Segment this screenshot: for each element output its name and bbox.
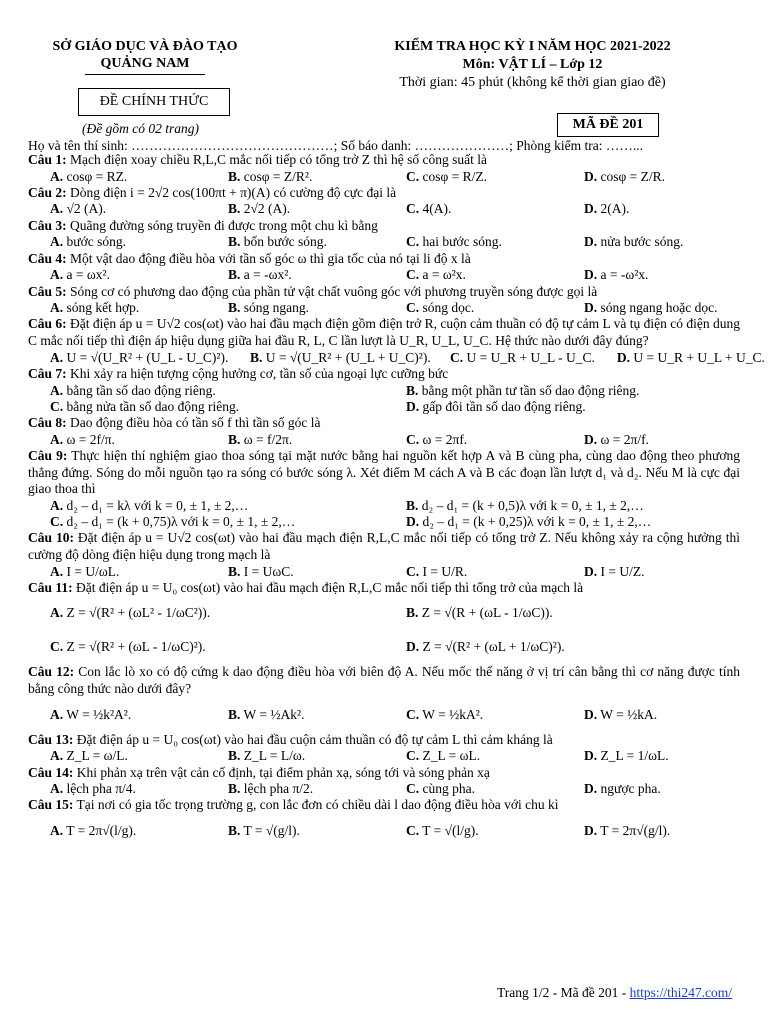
option-d — [384, 630, 740, 664]
options-row — [28, 169, 740, 185]
option-value: d₂ – d₁ = (k + 0,5)λ với k = 0, ± 1, ± 2,… — [421, 497, 644, 513]
option-value: U = √(U_R² + (U_L + U_C)²). — [265, 349, 431, 365]
options-row — [28, 300, 740, 316]
option-d — [595, 350, 765, 366]
option-letter: A. — [50, 267, 64, 283]
option-value: cosφ = Z/R². — [243, 168, 313, 184]
option-letter: D. — [584, 168, 598, 184]
option-value: d₂ – d₁ = (k + 0,75)λ với k = 0, ± 1, ± 2,… — [66, 514, 296, 530]
dept-line-1: SỞ GIÁO DỤC VÀ ĐÀO TẠO — [52, 39, 238, 54]
option-letter: B. — [228, 748, 241, 764]
option-d — [562, 781, 740, 797]
option-c — [384, 234, 562, 250]
footer-link[interactable]: https://thi247.com/ — [629, 985, 732, 1000]
question-number: Câu 15: — [28, 797, 74, 813]
option-letter: D. — [616, 349, 630, 365]
question-number: Câu 12: — [28, 664, 75, 680]
option-letter: D. — [584, 267, 598, 283]
option-letter: D. — [584, 706, 598, 722]
option-letter: D. — [584, 748, 598, 764]
exam-header — [330, 38, 735, 92]
option-b — [384, 596, 740, 630]
option-c — [384, 748, 562, 764]
options-row — [28, 630, 740, 664]
option-value: U = U_R + U_L - U_C. — [466, 349, 595, 365]
option-a — [28, 748, 206, 764]
option-d — [562, 234, 740, 250]
option-letter: B. — [228, 706, 241, 722]
option-value: a = ωx². — [66, 267, 110, 283]
option-a — [28, 498, 384, 514]
question-text: Tại nơi có gia tốc trọng trường g, con lắc đơn có chiều dài l dao động điều hòa với chu kì — [76, 797, 559, 813]
option-value: 4(A). — [422, 201, 452, 217]
option-letter: D. — [584, 563, 598, 579]
exam-subject: Môn: VẬT LÍ – Lớp 12 — [462, 57, 603, 72]
option-value: I = U/R. — [422, 563, 468, 579]
option-c — [384, 201, 562, 217]
option-letter: A. — [50, 605, 64, 621]
option-value: cosφ = Z/R. — [600, 168, 666, 184]
option-c — [28, 630, 384, 664]
option-d — [562, 300, 740, 316]
option-a — [28, 201, 206, 217]
option-letter: B. — [228, 431, 241, 447]
option-value: bằng tần số dao động riêng. — [66, 382, 216, 398]
option-letter: D. — [584, 431, 598, 447]
question-4 — [28, 251, 740, 268]
question-number: Câu 2: — [28, 184, 67, 200]
question-number: Câu 4: — [28, 250, 67, 266]
option-letter: B. — [406, 497, 419, 513]
option-value: sóng kết hợp. — [66, 300, 140, 316]
student-info-line: Họ và tên thí sinh: ………………………………………; Số báo danh: …………………; Phòng kiểm tra: ……... — [28, 138, 643, 153]
question-number: Câu 8: — [28, 415, 67, 431]
question-text: Đặt điện áp u = U₀ cos(ωt) vào hai đầu cuộn cảm thuần có độ tự cảm L thì cảm kháng là — [76, 731, 553, 747]
option-value: d₂ – d₁ = (k + 0,25)λ với k = 0, ± 1, ± 2,… — [422, 514, 652, 530]
option-a — [28, 300, 206, 316]
option-letter: D. — [406, 639, 420, 655]
option-value: lệch pha π/4. — [66, 781, 136, 797]
question-text: Khi phản xạ trên vật cản cố định, tại điểm phản xạ, sóng tới và sóng phản xạ — [76, 764, 490, 780]
question-10 — [28, 530, 740, 563]
option-letter: B. — [228, 563, 241, 579]
option-b — [206, 234, 384, 250]
option-c — [384, 300, 562, 316]
option-letter: A. — [50, 563, 64, 579]
option-a — [28, 267, 206, 283]
option-letter: D. — [584, 781, 598, 797]
question-15 — [28, 797, 740, 814]
option-a — [28, 432, 206, 448]
option-a — [28, 814, 206, 848]
option-a — [28, 698, 206, 732]
question-1 — [28, 152, 740, 169]
option-value: ω = 2f/π. — [66, 431, 115, 447]
question-8 — [28, 415, 740, 432]
option-value: a = -ω²x. — [600, 267, 649, 283]
option-letter: D. — [584, 201, 598, 217]
option-d — [384, 514, 740, 530]
option-b — [206, 432, 384, 448]
options-row — [28, 781, 740, 797]
option-value: Z = √(R² + (ωL - 1/ωC)²). — [66, 639, 206, 655]
option-value: a = ω²x. — [422, 267, 466, 283]
option-value: U = √(U_R² + (U_L - U_C)²). — [66, 349, 229, 365]
option-letter: B. — [228, 300, 241, 316]
option-value: bằng nửa tần số dao động riêng. — [66, 398, 240, 414]
options-row — [28, 432, 740, 448]
option-value: √2 (A). — [66, 201, 107, 217]
option-value: ngược pha. — [600, 781, 661, 797]
option-letter: D. — [584, 234, 598, 250]
option-letter: A. — [50, 431, 64, 447]
options-row — [28, 514, 740, 530]
option-value: Z_L = ωL. — [422, 748, 481, 764]
option-value: cosφ = RZ. — [66, 168, 128, 184]
option-value: d₂ – d₁ = kλ với k = 0, ± 1, ± 2,… — [66, 497, 249, 513]
option-b — [384, 498, 740, 514]
pages-note: (Đề gồm có 02 trang) — [82, 121, 199, 136]
option-b — [206, 814, 384, 848]
options-row — [28, 498, 740, 514]
option-value: Z = √(R² + (ωL + 1/ωC)²). — [422, 639, 565, 655]
option-value: sóng ngang hoặc dọc. — [600, 300, 718, 316]
option-value: I = U/ωL. — [66, 563, 120, 579]
question-13 — [28, 732, 740, 749]
option-letter: A. — [50, 748, 64, 764]
option-c — [384, 698, 562, 732]
option-value: ω = f/2π. — [243, 431, 293, 447]
option-letter: C. — [406, 781, 420, 797]
question-number: Câu 9: — [28, 448, 68, 464]
question-number: Câu 11: — [28, 579, 73, 595]
option-value: T = √(g/l). — [243, 823, 300, 839]
option-value: gấp đôi tần số dao động riêng. — [422, 398, 586, 414]
option-c — [28, 399, 384, 415]
exam-title: KIỂM TRA HỌC KỲ I NĂM HỌC 2021-2022 — [394, 39, 671, 54]
option-letter: C. — [406, 300, 420, 316]
option-letter: D. — [406, 514, 420, 530]
question-number: Câu 6: — [28, 316, 67, 332]
option-value: W = ½Ak². — [243, 706, 305, 722]
question-6 — [28, 316, 740, 349]
option-value: U = U_R + U_L + U_C. — [633, 349, 765, 365]
question-text: Đặt điện áp u = U√2 cos(ωt) vào hai đầu mạch điện R,L,C mắc nối tiếp có tổng trở Z. Nếu không xảy ra cộng hưởng thì cường độ dòng điện hiệu dụng trong mạch là — [28, 530, 740, 562]
option-value: sóng ngang. — [243, 300, 310, 316]
option-c — [28, 514, 384, 530]
exam-code-box: MÃ ĐỀ 201 — [557, 113, 659, 137]
option-value: 2√2 (A). — [243, 201, 291, 217]
option-letter: A. — [50, 201, 64, 217]
options-row — [28, 201, 740, 217]
options-row — [28, 267, 740, 283]
option-letter: C. — [406, 823, 420, 839]
option-letter: B. — [228, 781, 241, 797]
option-c — [384, 781, 562, 797]
question-list — [28, 152, 765, 848]
option-letter: B. — [228, 201, 241, 217]
option-letter: D. — [406, 398, 420, 414]
option-c — [384, 564, 562, 580]
option-value: a = -ωx². — [243, 267, 292, 283]
option-d — [562, 201, 740, 217]
option-value: bước sóng. — [66, 234, 126, 250]
option-a — [28, 596, 384, 630]
option-letter: A. — [50, 823, 64, 839]
option-value: I = U/Z. — [600, 563, 645, 579]
question-2 — [28, 185, 740, 202]
option-b — [206, 781, 384, 797]
question-12 — [28, 664, 740, 697]
option-letter: A. — [50, 382, 64, 398]
option-d — [562, 564, 740, 580]
option-value: Z_L = ω/L. — [66, 748, 128, 764]
option-a — [28, 564, 206, 580]
options-row — [28, 596, 740, 630]
option-letter: A. — [50, 781, 64, 797]
option-letter: B. — [228, 823, 241, 839]
option-value: Z_L = 1/ωL. — [600, 748, 669, 764]
question-text: Sóng cơ có phương dao động của phần tử vật chất vuông góc với phương truyền sóng được gọi là — [70, 283, 598, 299]
question-text: Con lắc lò xo có độ cứng k dao động điều hòa với biên độ A. Nếu mốc thế năng ở vị trí cân bằng thì cơ năng được tính bằng công thức nào dưới đây? — [28, 664, 741, 697]
question-number: Câu 5: — [28, 283, 67, 299]
question-text: Dao động điều hòa có tần số f thì tần số góc là — [70, 415, 321, 431]
question-9 — [28, 448, 740, 498]
option-d — [384, 399, 740, 415]
option-value: lệch pha π/2. — [243, 781, 314, 797]
option-letter: D. — [584, 823, 598, 839]
question-7 — [28, 366, 740, 383]
official-exam-box: ĐỀ CHÍNH THỨC — [78, 88, 230, 116]
option-letter: A. — [50, 706, 64, 722]
option-a — [28, 234, 206, 250]
option-value: ω = 2π/f. — [600, 431, 649, 447]
option-letter: C. — [406, 267, 420, 283]
option-letter: C. — [406, 706, 420, 722]
option-letter: A. — [50, 300, 64, 316]
question-number: Câu 14: — [28, 764, 74, 780]
option-letter: C. — [406, 748, 420, 764]
option-letter: C. — [50, 639, 64, 655]
footer-text: Trang 1/2 - Mã đề 201 - — [496, 985, 630, 1000]
question-text: Mạch điện xoay chiều R,L,C mắc nối tiếp có tổng trở Z thì hệ số công suất là — [70, 152, 487, 167]
options-row — [28, 349, 765, 366]
option-letter: C. — [406, 201, 420, 217]
question-text: Dòng điện i = 2√2 cos(100πt + π)(A) có cường độ cực đại là — [70, 184, 397, 200]
option-letter: B. — [228, 267, 241, 283]
option-value: hai bước sóng. — [422, 234, 502, 250]
question-text: Đặt điện áp u = U√2 cos(ωt) vào hai đầu mạch điện gồm điện trở R, cuộn cảm thuần có độ tự cảm L và tụ điện có điện dung C mắc nối tiếp thì điện áp hiệu dụng giữa hai đầu R, L, C lần lượt là U_R, U_L, U_C. Hệ thức nào dưới đây đúng? — [28, 316, 741, 349]
options-row — [28, 748, 740, 764]
page-footer — [497, 985, 732, 1001]
option-letter: C. — [406, 563, 420, 579]
question-text: Thực hiện thí nghiệm giao thoa sóng tại mặt nước bằng hai nguồn kết hợp A và B cùng pha, cùng dao động theo phương thẳng đứng. Sóng do mỗi nguồn tạo ra sóng có bước sóng λ. Xét điểm M cách A và B các đoạn lần lượt d₁ và d₂. Nếu M là cực đại giao thoa thì — [28, 448, 740, 497]
option-d — [562, 814, 740, 848]
option-letter: A. — [50, 349, 64, 365]
question-number: Câu 3: — [28, 217, 67, 233]
option-value: W = ½k²A². — [66, 706, 132, 722]
option-letter: B. — [250, 349, 263, 365]
header-divider — [85, 74, 205, 75]
question-text: Một vật dao động điều hòa với tần số góc ω thì gia tốc của nó tại li độ x là — [70, 250, 471, 266]
option-value: T = 2π√(l/g). — [66, 823, 137, 839]
options-row — [28, 399, 740, 415]
option-b — [206, 300, 384, 316]
option-letter: A. — [50, 234, 64, 250]
option-value: bốn bước sóng. — [243, 234, 327, 250]
option-letter: D. — [584, 300, 598, 316]
option-value: bằng một phần tư tần số dao động riêng. — [421, 382, 640, 398]
question-11 — [28, 580, 740, 597]
option-b — [206, 564, 384, 580]
option-b — [206, 698, 384, 732]
option-letter: B. — [406, 382, 419, 398]
option-value: nửa bước sóng. — [600, 234, 684, 250]
option-d — [562, 432, 740, 448]
option-c — [384, 432, 562, 448]
option-d — [562, 748, 740, 764]
options-row — [28, 383, 740, 399]
option-c — [384, 169, 562, 185]
question-text: Quãng đường sóng truyền đi được trong một chu kì bằng — [70, 217, 378, 233]
option-d — [562, 169, 740, 185]
dept-line-2: QUẢNG NAM — [100, 56, 190, 71]
option-a — [28, 169, 206, 185]
option-b — [206, 201, 384, 217]
question-number: Câu 13: — [28, 731, 74, 747]
option-a — [28, 383, 384, 399]
options-row — [28, 814, 740, 848]
option-c — [384, 267, 562, 283]
question-text: Đặt điện áp u = U₀ cos(ωt) vào hai đầu mạch điện R,L,C mắc nối tiếp thì tổng trở của mạch là — [76, 579, 584, 595]
options-row — [28, 564, 740, 580]
options-row — [28, 698, 740, 732]
exam-time: Thời gian: 45 phút (không kể thời gian giao đề) — [399, 75, 666, 90]
option-value: cosφ = R/Z. — [422, 168, 488, 184]
question-number: Câu 1: — [28, 152, 67, 167]
question-text: Khi xảy ra hiện tượng cộng hưởng cơ, tần số của ngoại lực cưỡng bức — [70, 365, 449, 381]
option-letter: A. — [50, 168, 64, 184]
option-value: 2(A). — [600, 201, 630, 217]
option-d — [562, 267, 740, 283]
option-value: Z = √(R² + (ωL² - 1/ωC²)). — [66, 605, 211, 621]
option-b — [206, 169, 384, 185]
option-value: ω = 2πf. — [422, 431, 468, 447]
option-b — [206, 267, 384, 283]
option-value: Z = √(R + (ωL - 1/ωC)). — [421, 605, 553, 621]
option-c — [384, 814, 562, 848]
option-value: cùng pha. — [422, 781, 475, 797]
option-letter: A. — [50, 497, 64, 513]
option-letter: C. — [50, 398, 64, 414]
option-d — [562, 698, 740, 732]
option-value: W = ½kA. — [600, 706, 658, 722]
option-b — [228, 349, 431, 366]
option-value: W = ½kA². — [422, 706, 484, 722]
option-letter: C. — [406, 234, 420, 250]
option-value: I = UωC. — [243, 563, 294, 579]
option-b — [206, 748, 384, 764]
question-number: Câu 7: — [28, 365, 67, 381]
option-letter: B. — [228, 234, 241, 250]
option-a — [28, 781, 206, 797]
option-letter: B. — [406, 605, 419, 621]
option-value: T = √(l/g). — [422, 823, 479, 839]
option-letter: C. — [450, 349, 464, 365]
option-a — [28, 350, 228, 366]
option-b — [384, 383, 740, 399]
option-value: T = 2π√(g/l). — [600, 823, 671, 839]
option-c — [428, 350, 595, 366]
question-14 — [28, 765, 740, 782]
question-number: Câu 10: — [28, 530, 74, 546]
option-letter: C. — [50, 514, 64, 530]
option-letter: C. — [406, 431, 420, 447]
options-row — [28, 234, 740, 250]
option-value: sóng dọc. — [422, 300, 475, 316]
option-letter: C. — [406, 168, 420, 184]
option-value: Z_L = L/ω. — [243, 748, 306, 764]
question-5 — [28, 284, 740, 301]
option-letter: B. — [228, 168, 241, 184]
question-3 — [28, 218, 740, 235]
department-header — [40, 38, 250, 75]
